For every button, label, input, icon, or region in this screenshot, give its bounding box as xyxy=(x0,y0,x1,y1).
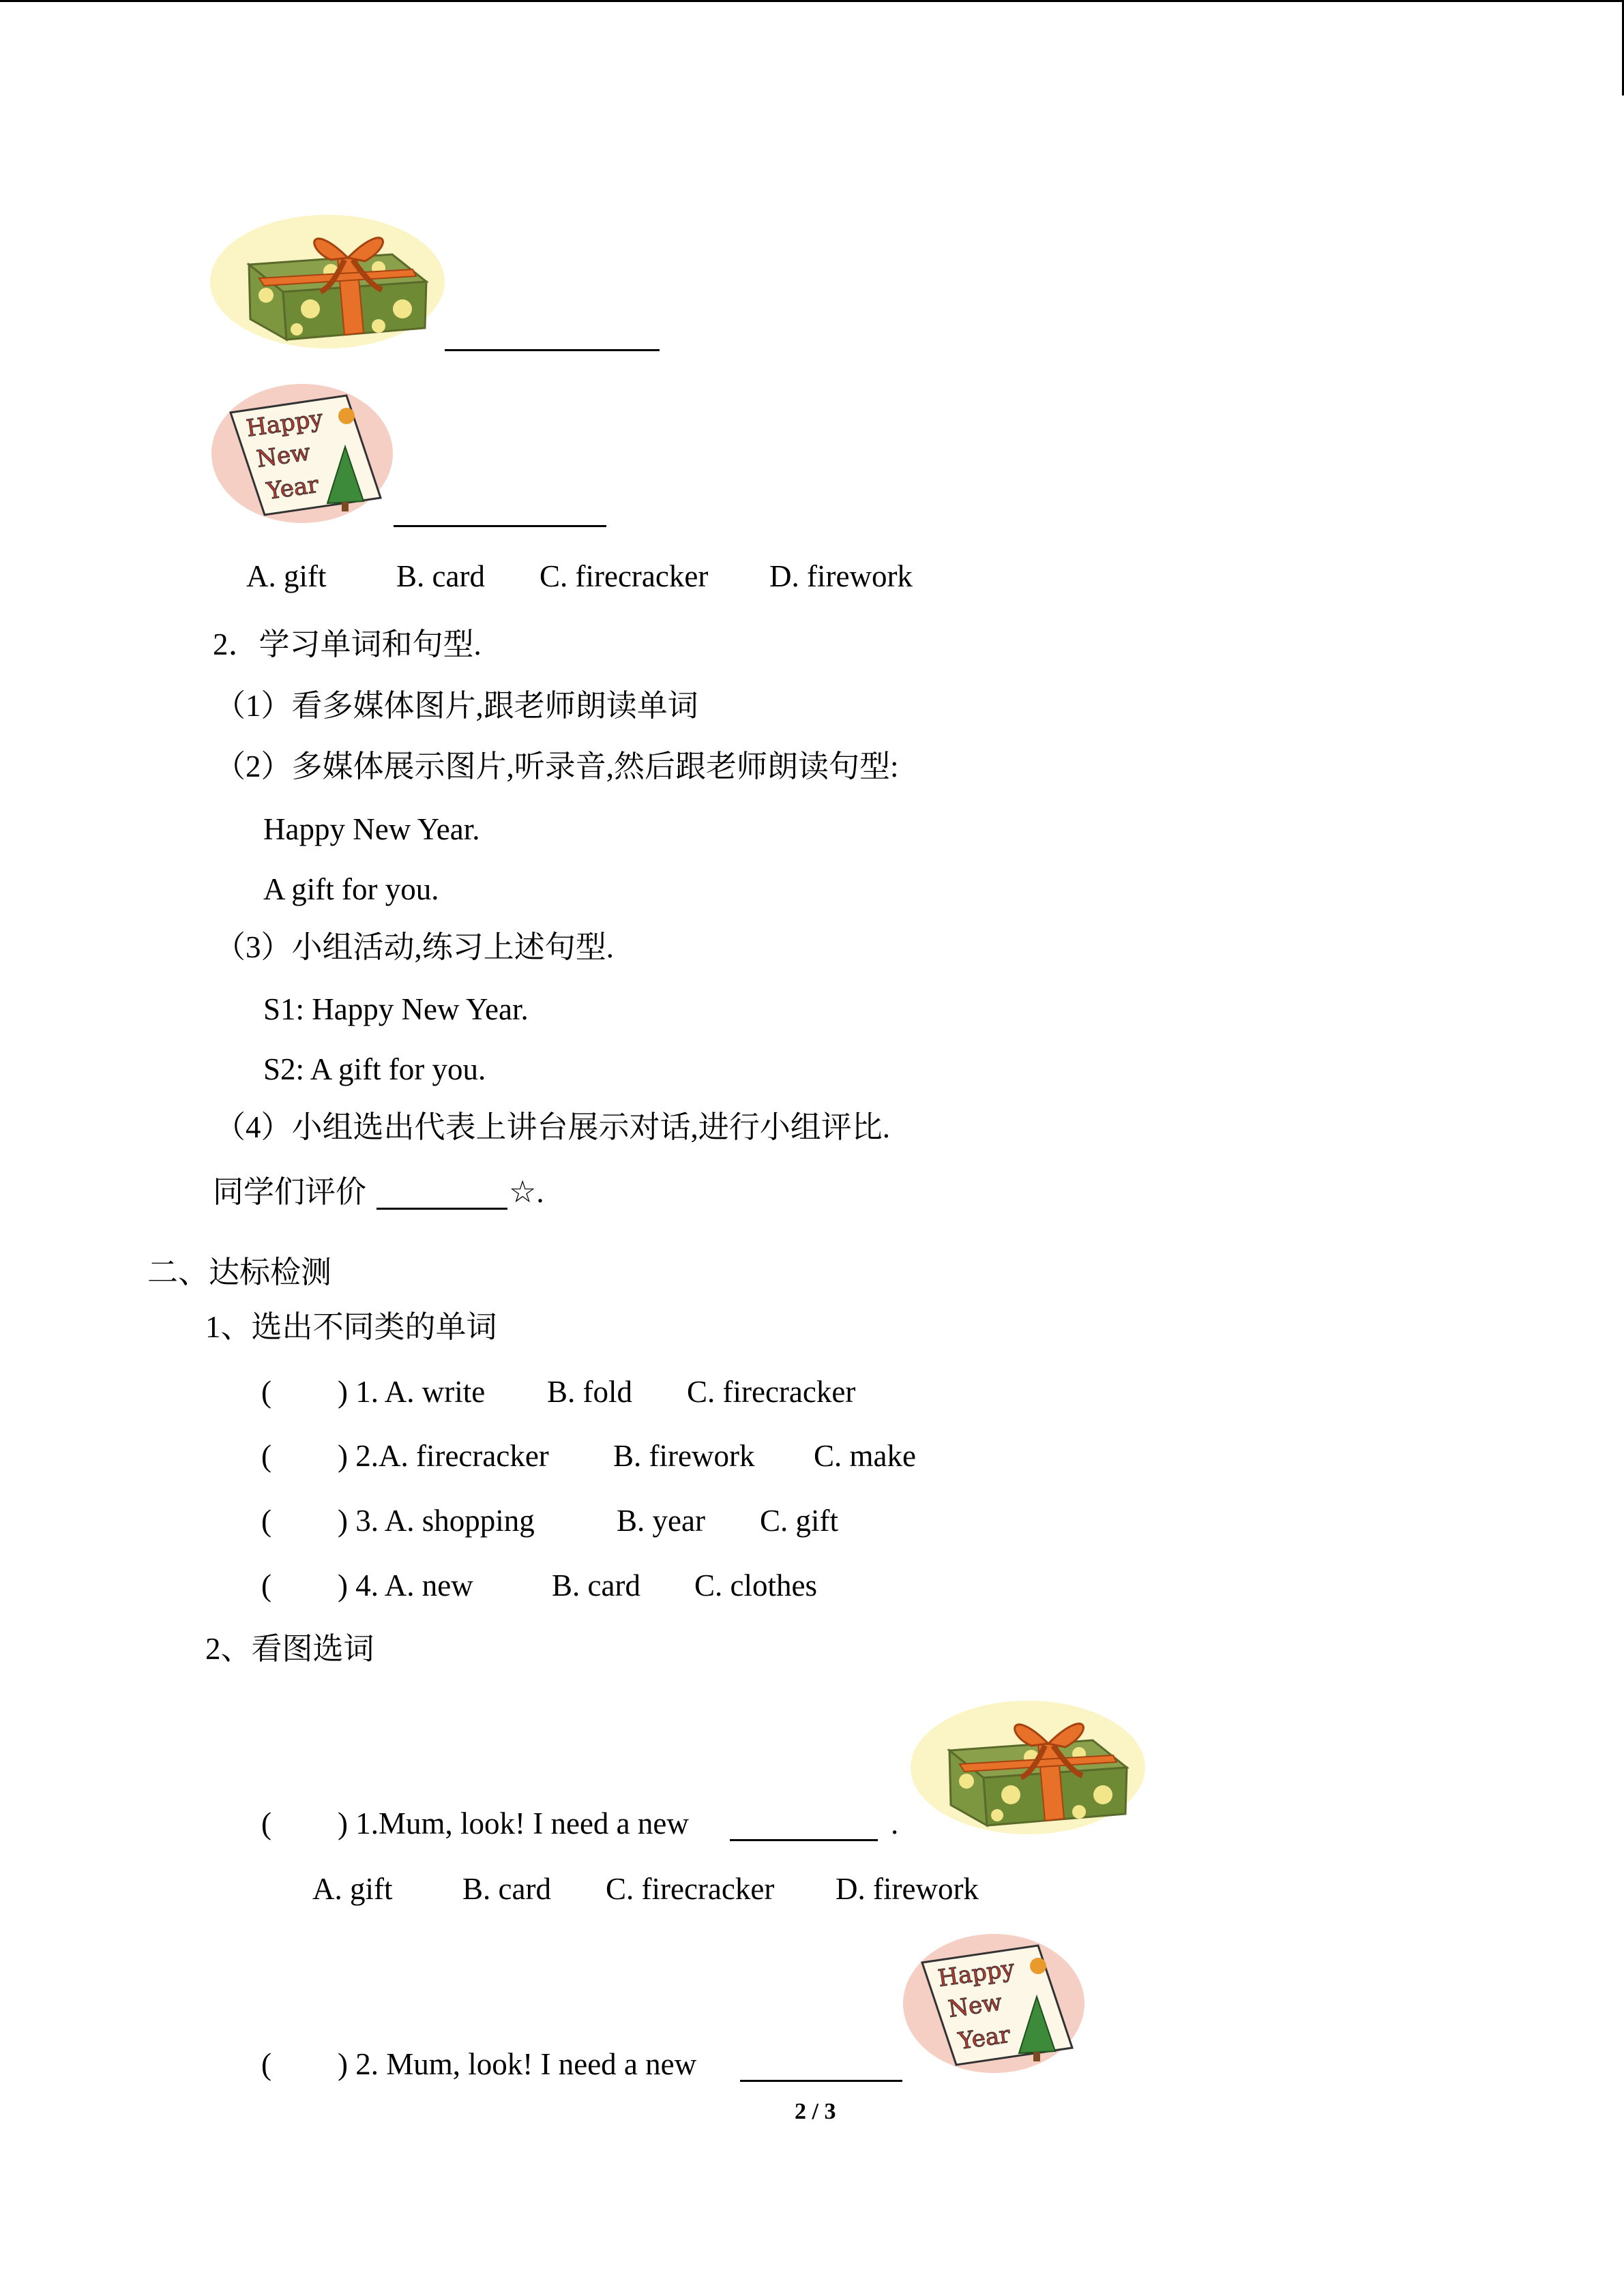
card-art-line3: Year xyxy=(265,471,321,505)
gift-box-image xyxy=(909,1693,1147,1836)
q2-option-b: B. card xyxy=(462,1872,551,1906)
section-title: 二、达标检测 xyxy=(147,1255,332,1289)
dialog-line-1: S1: Happy New Year. xyxy=(263,992,529,1026)
card-art-line2: New xyxy=(254,438,312,473)
q1-item-1-b: B. fold xyxy=(547,1375,633,1409)
q1-item-4-c: C. clothes xyxy=(694,1568,817,1602)
q1-item-1-c: C. firecracker xyxy=(687,1375,856,1409)
q2-option-a: A. gift xyxy=(312,1872,393,1906)
q1-item-2-c: C. make xyxy=(814,1439,916,1473)
answer-blank[interactable] xyxy=(445,349,660,351)
option-b: B. card xyxy=(396,559,485,593)
rating-star: ☆. xyxy=(509,1175,544,1209)
top-border xyxy=(0,0,1624,2)
new-year-card-image xyxy=(902,1932,1086,2075)
card-art-line1: Happy xyxy=(936,1954,1016,1993)
q1-item-3-paren: ( xyxy=(261,1504,271,1538)
q1-item-2-a: ) 2.A. firecracker xyxy=(338,1439,549,1473)
q2-option-d: D. firework xyxy=(836,1872,979,1906)
q2-item-2-text: ) 2. Mum, look! I need a new xyxy=(338,2047,697,2081)
learn-step-1: （1）看多媒体图片,跟老师朗读单词 xyxy=(215,689,698,723)
option-a: A. gift xyxy=(246,559,327,593)
answer-blank[interactable] xyxy=(740,2080,902,2082)
card-art-line2: New xyxy=(946,1988,1004,2023)
new-year-card-image xyxy=(210,382,394,525)
learn-step-3: （3）小组活动,练习上述句型. xyxy=(215,930,615,964)
sentence-pattern-2: A gift for you. xyxy=(263,872,439,906)
learn-heading: 2．学习单词和句型. xyxy=(213,627,482,661)
q2-item-2-paren: ( xyxy=(261,2047,271,2081)
page-number: 2 / 3 xyxy=(795,2099,836,2124)
q1-item-1-paren: ( xyxy=(261,1375,271,1409)
card-art-line3: Year xyxy=(956,2021,1012,2055)
rating-blank[interactable] xyxy=(377,1208,507,1210)
q2-item-1-paren: ( xyxy=(261,1806,271,1840)
q1-item-4-a: ) 4. A. new xyxy=(338,1568,473,1602)
q1-item-4-b: B. card xyxy=(552,1568,640,1602)
q1-item-3-b: B. year xyxy=(617,1504,705,1538)
sentence-pattern-1: Happy New Year. xyxy=(263,812,480,846)
option-c: C. firecracker xyxy=(540,559,709,593)
q2-option-c: C. firecracker xyxy=(606,1872,775,1906)
q2-title: 2、看图选词 xyxy=(205,1632,374,1666)
learn-step-4: （4）小组选出代表上讲台展示对话,进行小组评比. xyxy=(215,1110,891,1144)
answer-blank[interactable] xyxy=(730,1839,878,1841)
gift-box-image xyxy=(208,207,447,350)
q2-item-1-text: ) 1.Mum, look! I need a new xyxy=(338,1806,689,1840)
option-d: D. firework xyxy=(769,559,913,593)
dialog-line-2: S2: A gift for you. xyxy=(263,1052,486,1086)
learn-step-2: （2）多媒体展示图片,听录音,然后跟老师朗读句型: xyxy=(215,749,899,784)
q1-item-2-paren: ( xyxy=(261,1439,271,1473)
rating-label: 同学们评价 xyxy=(213,1175,367,1209)
q1-item-3-a: ) 3. A. shopping xyxy=(338,1504,535,1538)
q1-item-2-b: B. firework xyxy=(613,1439,755,1473)
answer-blank[interactable] xyxy=(394,525,606,527)
card-art-line1: Happy xyxy=(244,404,325,443)
q1-title: 1、选出不同类的单词 xyxy=(205,1310,497,1344)
q1-item-4-paren: ( xyxy=(261,1568,271,1602)
q1-item-1-a: ) 1. A. write xyxy=(338,1375,486,1409)
q1-item-3-c: C. gift xyxy=(760,1504,839,1538)
q2-item-1-end: . xyxy=(891,1806,899,1840)
